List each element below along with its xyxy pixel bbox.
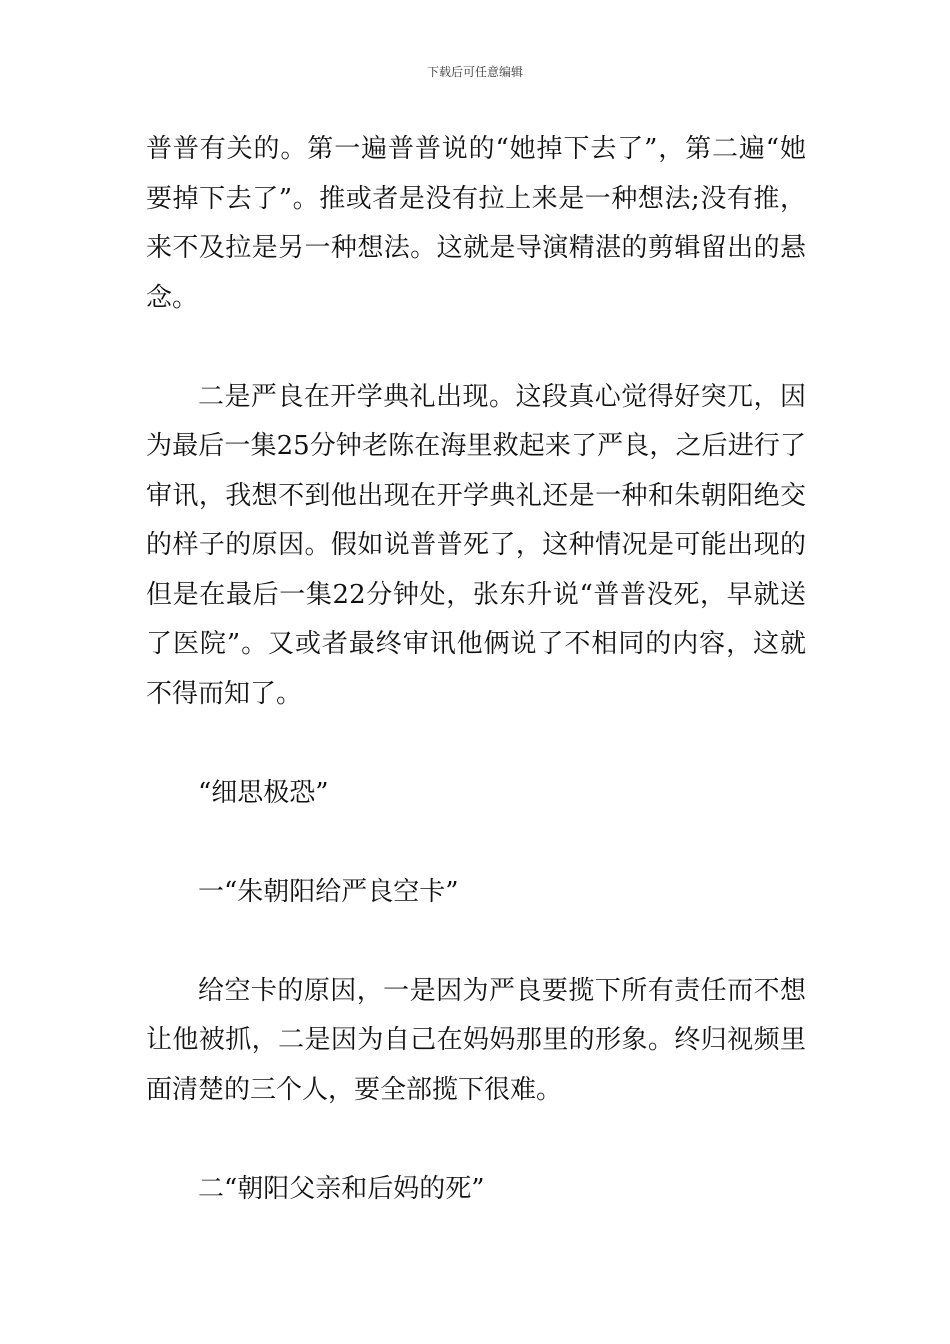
paragraph-gap xyxy=(146,719,806,769)
paragraph-gap xyxy=(146,818,806,868)
subheading-2: 二“朝阳父亲和后妈的死” xyxy=(198,1173,485,1204)
section-heading-1: “细思极恐” xyxy=(198,777,329,808)
paragraph-1: 普普有关的。第一遍普普说的“她掉下去了”，第二遍“她要掉下去了”。推或者是没有拉上来是一种想法;没有推，来不及拉是另一种想法。这就是导演精湛的剪辑留出的悬念。 xyxy=(146,134,806,313)
paragraph-gap xyxy=(146,323,806,373)
page-header: 下载后可任意编辑 xyxy=(426,65,523,79)
paragraph-gap xyxy=(146,1115,806,1165)
paragraph-3: 给空卡的原因，一是因为严良要揽下所有责任而不想让他被抓，二是因为自己在妈妈那里的形象。终归视频里面清楚的三个人，要全部揽下很难。 xyxy=(146,975,806,1105)
subheading-1: 一“朱朝阳给严良空卡” xyxy=(198,876,459,907)
document-body xyxy=(146,125,806,1214)
paragraph-2: 二是严良在开学典礼出现。这段真心觉得好突兀，因为最后一集25分钟老陈在海里救起来了严良，之后进行了审讯，我想不到他出现在开学典礼还是一种和朱朝阳绝交的样子的原因。假如说普普死了，这种情况是可能出现的但是在最后一集22分钟处，张东升说“普普没死，早就送了医院”。又或者最终审讯他俩说了不相同的内容，这就不得而知了。 xyxy=(146,381,806,709)
paragraph-gap xyxy=(146,917,806,967)
